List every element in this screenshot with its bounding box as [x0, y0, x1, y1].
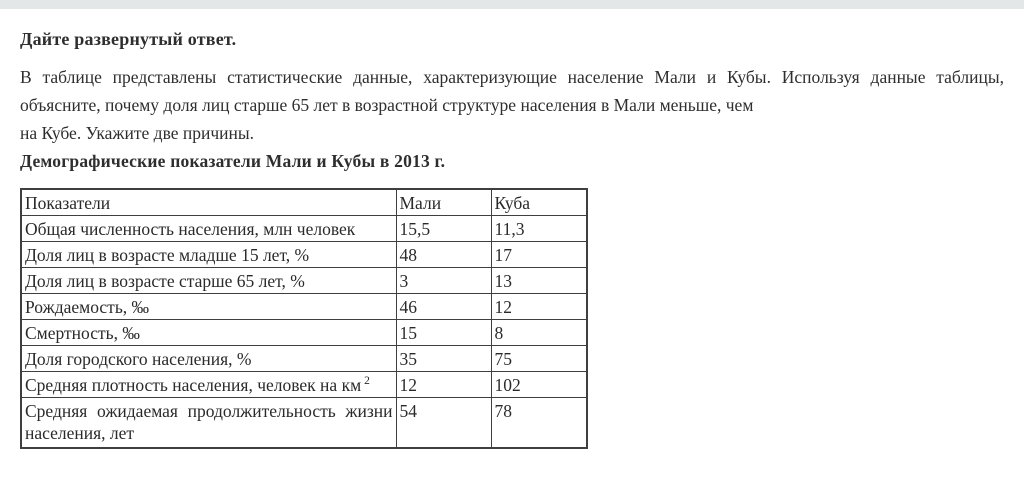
task-text-line-3: на Кубе. Укажите две причины. — [20, 123, 255, 143]
row-label: Доля городского населения, % — [21, 345, 396, 371]
task-text-line-1: В таблице представлены статистические данные, характеризующие население Мали и Кубы. Используя данные таблицы, — [20, 67, 1004, 87]
cuba-value: 75 — [491, 345, 587, 371]
demographics-table — [20, 188, 588, 449]
table-row-death-rate — [21, 319, 587, 345]
table-row-density — [21, 371, 587, 397]
row-label — [21, 397, 396, 448]
cuba-value: 11,3 — [491, 215, 587, 241]
row-label: Доля лиц в возрасте старше 65 лет, % — [21, 267, 396, 293]
table-row-total-population — [21, 215, 587, 241]
row-label: Смертность, ‰ — [21, 319, 396, 345]
cuba-value: 8 — [491, 319, 587, 345]
row-label-text: Средняя плотность населения, человек на км — [25, 374, 362, 395]
table-row-urban-share — [21, 345, 587, 371]
row-label: Доля лиц в возрасте младше 15 лет, % — [21, 241, 396, 267]
mali-value: 3 — [396, 267, 491, 293]
superscript-2: 2 — [364, 374, 370, 387]
cuba-value: 102 — [491, 371, 587, 397]
column-header-mali: Мали — [396, 189, 491, 215]
mali-value: 12 — [396, 371, 491, 397]
row-label: Рождаемость, ‰ — [21, 293, 396, 319]
document-content — [0, 27, 1024, 449]
table-row-over-65 — [21, 267, 587, 293]
mali-value: 35 — [396, 345, 491, 371]
table-header-row — [21, 189, 587, 215]
table-row-under-15 — [21, 241, 587, 267]
table-row-birth-rate — [21, 293, 587, 319]
row-label: Общая численность населения, млн человек — [21, 215, 396, 241]
row-label-line-2: населения, лет — [25, 422, 135, 443]
cuba-value: 13 — [491, 267, 587, 293]
row-label — [21, 371, 396, 397]
table-row-life-expectancy — [21, 397, 587, 448]
mali-value: 46 — [396, 293, 491, 319]
column-header-cuba: Куба — [491, 189, 587, 215]
mali-value: 15 — [396, 319, 491, 345]
top-bar — [0, 0, 1024, 9]
mali-value: 48 — [396, 241, 491, 267]
mali-value: 15,5 — [396, 215, 491, 241]
cuba-value: 12 — [491, 293, 587, 319]
task-text-line-2: объясните, почему доля лиц старше 65 лет в возрастной структуре населения в Мали меньше, чем — [20, 95, 754, 115]
task-text — [20, 63, 1004, 175]
task-heading: Дайте развернутый ответ. — [20, 29, 237, 49]
table-title: Демографические показатели Мали и Кубы в 2013 г. — [20, 151, 446, 171]
cuba-value: 17 — [491, 241, 587, 267]
row-label-line-1: Средняя ожидаемая продолжительность жизни — [25, 400, 393, 421]
column-header-indicators: Показатели — [21, 189, 396, 215]
cuba-value: 78 — [491, 397, 587, 448]
mali-value: 54 — [396, 397, 491, 448]
